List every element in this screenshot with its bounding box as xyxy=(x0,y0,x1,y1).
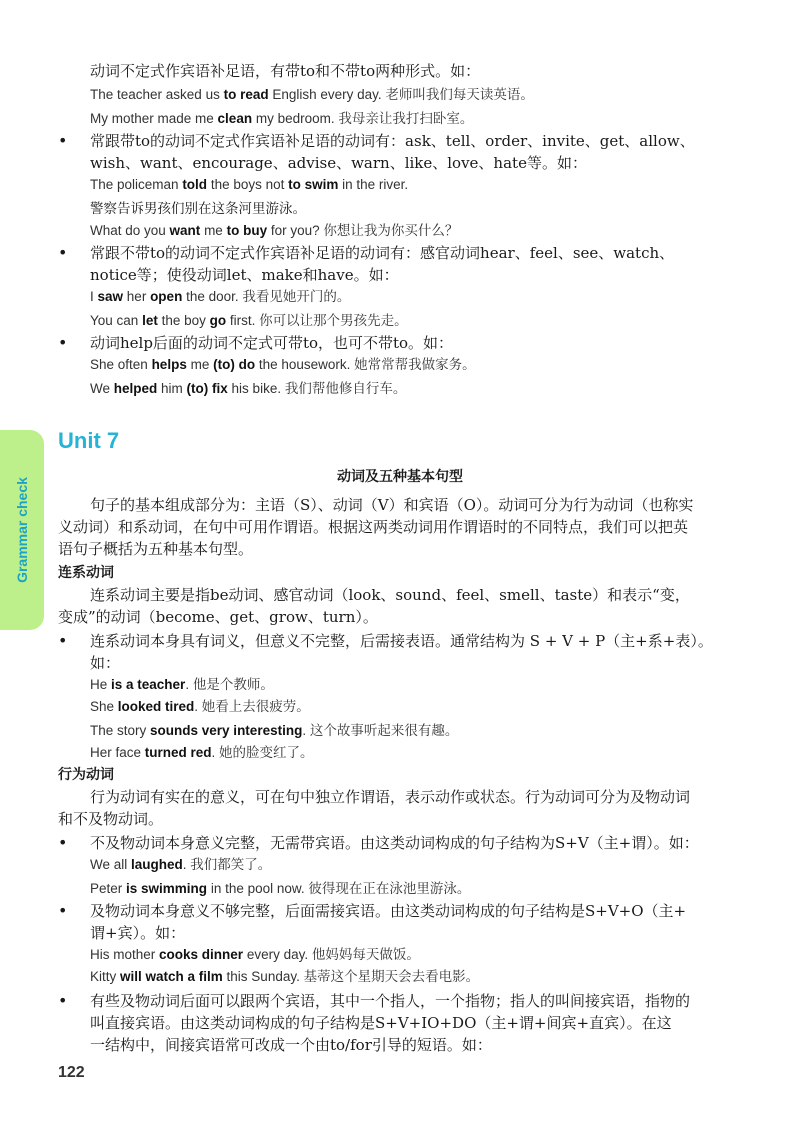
subheading-action-verbs: 行为动词 xyxy=(58,767,114,783)
bullet-dot: • xyxy=(58,631,68,650)
paragraph-line: 变成”的动词（become、get、grow、turn）。 xyxy=(58,608,378,626)
example-sentence: You can let the boy go first. 你可以让那个男孩先走。 xyxy=(90,313,408,328)
bullet-text: 叫直接宾语。由这类动词构成的句子结构是S+V+IO+DO（主+谓+间宾+直宾）。在这 xyxy=(90,1014,672,1032)
bullet-dot: • xyxy=(58,243,68,262)
bullet-text: 一结构中，间接宾语常可改成一个由to/for引导的短语。如： xyxy=(90,1036,492,1054)
example-translation: 警察告诉男孩们别在这条河里游泳。 xyxy=(90,201,306,217)
example-sentence: She often helps me (to) do the housework. 她常常帮我做家务。 xyxy=(90,357,476,372)
example-sentence: The story sounds very interesting. 这个故事听起来很有趣。 xyxy=(90,723,459,738)
bullet-text: notice等；使役动词let、make和have。如： xyxy=(90,266,399,284)
example-sentence: We helped him (to) fix his bike. 我们帮他修自行车。 xyxy=(90,381,407,396)
page-number: 122 xyxy=(58,1064,85,1081)
bullet-dot: • xyxy=(58,833,68,852)
paragraph-line: 行为动词有实在的意义，可在句中独立作谓语，表示动作或状态。行为动词可分为及物动词 xyxy=(90,788,691,806)
subheading-linking-verbs: 连系动词 xyxy=(58,565,114,581)
paragraph-line: 义动词）和系动词，在句中可用作谓语。根据这两类动词用作谓语时的不同特点，我们可以把英 xyxy=(58,518,689,536)
example-sentence: She looked tired. 她看上去很疲劳。 xyxy=(90,699,310,714)
bullet-dot: • xyxy=(58,333,68,352)
sidebar-tab-label: Grammar check xyxy=(14,477,30,583)
example-sentence: The teacher asked us to read English every day. 老师叫我们每天读英语。 xyxy=(90,87,534,102)
bullet-dot: • xyxy=(58,131,68,150)
bullet-text: 有些及物动词后面可以跟两个宾语，其中一个指人，一个指物；指人的叫间接宾语，指物的 xyxy=(90,992,691,1010)
example-sentence: Kitty will watch a film this Sunday. 基蒂这个星期天会去看电影。 xyxy=(90,969,480,984)
example-sentence: Her face turned red. 她的脸变红了。 xyxy=(90,745,314,760)
bullet-text: 如： xyxy=(90,654,121,672)
bullet-text: 连系动词本身具有词义，但意义不完整，后需接表语。通常结构为 S + V + P（主+系+表）。 xyxy=(90,632,713,650)
example-sentence: The policeman told the boys not to swim in the river. xyxy=(90,177,409,192)
example-sentence: What do you want me to buy for you? 你想让我为你买什么？ xyxy=(90,223,459,238)
bullet-text: 常跟不带to的动词不定式作宾语补足语的动词有：感官动词hear、feel、see、watch、 xyxy=(90,244,675,262)
bullet-text: 常跟带to的动词不定式作宾语补足语的动词有：ask、tell、order、invite、get、allow、 xyxy=(90,132,695,150)
paragraph-line: 动词不定式作宾语补足语，有带to和不带to两种形式。如： xyxy=(90,62,481,80)
bullet-dot: • xyxy=(58,991,68,1010)
example-sentence: My mother made me clean my bedroom. 我母亲让我打扫卧室。 xyxy=(90,111,474,126)
example-sentence: His mother cooks dinner every day. 他妈妈每天做饭。 xyxy=(90,947,420,962)
bullet-dot: • xyxy=(58,901,68,920)
paragraph-line: 和不及物动词。 xyxy=(58,810,164,828)
paragraph-line: 语句子概括为五种基本句型。 xyxy=(58,540,254,558)
section-title: 动词及五种基本句型 xyxy=(337,469,463,485)
bullet-text: 及物动词本身意义不够完整，后面需接宾语。由这类动词构成的句子结构是S+V+O（主+ xyxy=(90,902,687,920)
bullet-text: 不及物动词本身意义完整，无需带宾语。由这类动词构成的句子结构为S+V（主+谓）。如： xyxy=(90,834,699,852)
example-sentence: He is a teacher. 他是个教师。 xyxy=(90,677,274,692)
example-sentence: Peter is swimming in the pool now. 彼得现在正在泳池里游泳。 xyxy=(90,881,471,896)
bullet-text: wish、want、encourage、advise、warn、like、love、hate等。如： xyxy=(90,154,587,172)
bullet-text: 谓+宾）。如： xyxy=(90,924,186,942)
unit-title: Unit 7 xyxy=(58,428,120,453)
paragraph-line: 句子的基本组成部分为：主语（S）、动词（V）和宾语（O）。动词可分为行为动词（也称实 xyxy=(90,496,694,514)
paragraph-line: 连系动词主要是指be动词、感官动词（look、sound、feel、smell、taste）和表示“变， xyxy=(90,586,690,604)
bullet-text: 动词help后面的动词不定式可带to，也可不带to。如： xyxy=(90,334,454,352)
example-sentence: I saw her open the door. 我看见她开门的。 xyxy=(90,289,351,304)
example-sentence: We all laughed. 我们都笑了。 xyxy=(90,857,272,872)
